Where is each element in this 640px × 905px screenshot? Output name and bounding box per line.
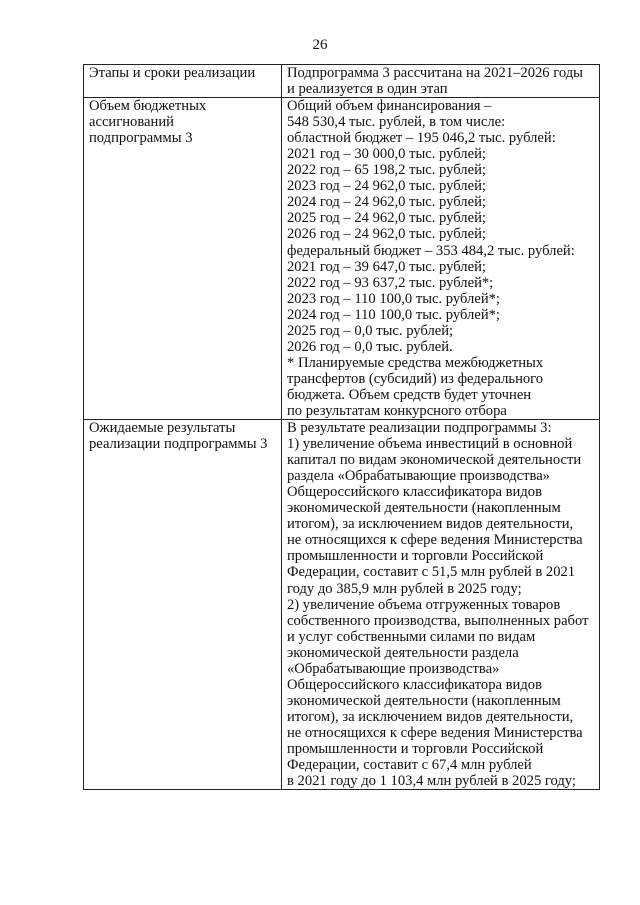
content-line: итогом), за исключением видов деятельности, (287, 708, 574, 725)
content-line: 2024 год – 24 962,0 тыс. рублей; (287, 194, 486, 211)
content-line: бюджета. Объем средств будет уточнен (287, 386, 532, 403)
content-line: 2026 год – 24 962,0 тыс. рублей; (287, 226, 486, 243)
content-line: экономической деятельности (накопленным (287, 692, 561, 709)
content-line: 2022 год – 65 198,2 тыс. рублей; (287, 162, 486, 179)
row-content-budget (282, 98, 600, 420)
content-line: не относящихся к сфере ведения Министерства (287, 724, 583, 741)
content-line: году до 385,9 млн рублей в 2025 году; (287, 580, 522, 597)
label-line: подпрограммы 3 (89, 130, 193, 147)
label-line: Ожидаемые результаты (89, 420, 236, 437)
table-row-stages (84, 65, 600, 98)
content-line: в 2021 году до 1 103,4 млн рублей в 2025 году; (287, 773, 576, 790)
content-line: капитал по видам экономической деятельности (287, 452, 582, 469)
content-line: 2026 год – 0,0 тыс. рублей. (287, 338, 453, 355)
content-line: Федерации, составит с 67,4 млн рублей (287, 757, 532, 774)
content-line: промышленности и торговли Российской (287, 548, 544, 565)
content-line: 2022 год – 93 637,2 тыс. рублей*; (287, 274, 494, 291)
label-line: реализации подпрограммы 3 (89, 436, 268, 453)
content-line: и услуг собственными силами по видам (287, 628, 536, 645)
content-line: 1) увеличение объема инвестиций в основной (287, 436, 573, 453)
label-line: Этапы и сроки реализации (89, 65, 256, 81)
content-line: 2023 год – 24 962,0 тыс. рублей; (287, 178, 486, 195)
passport-table (83, 64, 600, 790)
content-line: промышленности и торговли Российской (287, 740, 544, 757)
content-line: федеральный бюджет – 353 484,2 тыс. рублей: (287, 242, 575, 259)
content-line: не относящихся к сфере ведения Министерства (287, 532, 583, 549)
content-line: 2021 год – 30 000,0 тыс. рублей; (287, 146, 486, 163)
row-content-stages (282, 65, 600, 98)
content-line: по результатам конкурсного отбора (287, 402, 507, 419)
content-line: трансфертов (субсидий) из федерального (287, 370, 544, 387)
content-line: 2) увеличение объема отгруженных товаров (287, 596, 561, 613)
content-line: * Планируемые средства межбюджетных (287, 354, 544, 371)
content-line: и реализуется в один этап (287, 81, 448, 98)
content-line: 2025 год – 24 962,0 тыс. рублей; (287, 210, 486, 227)
content-line: областной бюджет – 195 046,2 тыс. рублей: (287, 130, 556, 147)
table-row-budget (84, 98, 600, 420)
table-row-results (84, 420, 600, 790)
label-line: Объем бюджетных (89, 98, 207, 115)
content-line: 548 530,4 тыс. рублей, в том числе: (287, 114, 506, 131)
content-line: экономической деятельности (накопленным (287, 500, 561, 517)
content-line: 2025 год – 0,0 тыс. рублей; (287, 322, 454, 339)
content-line: Подпрограмма 3 рассчитана на 2021–2026 годы (287, 65, 583, 81)
content-line: В результате реализации подпрограммы 3: (287, 420, 552, 437)
content-line: собственного производства, выполненных работ (287, 612, 589, 629)
content-line: Федерации, составит с 51,5 млн рублей в 2021 (287, 564, 576, 581)
row-content-results (282, 420, 600, 790)
page-number: 26 (312, 37, 328, 53)
content-line: Общий объем финансирования – (287, 98, 492, 115)
content-line: 2021 год – 39 647,0 тыс. рублей; (287, 258, 486, 275)
content-line: «Обрабатывающие производства» (287, 660, 500, 677)
content-line: экономической деятельности раздела (287, 644, 519, 661)
row-label-results (84, 420, 282, 790)
content-line: 2024 год – 110 100,0 тыс. рублей*; (287, 306, 500, 323)
content-line: Общероссийского классификатора видов (287, 676, 542, 693)
label-line: ассигнований (89, 114, 174, 131)
row-label-stages (84, 65, 282, 98)
content-line: 2023 год – 110 100,0 тыс. рублей*; (287, 290, 500, 307)
content-line: итогом), за исключением видов деятельности, (287, 516, 574, 533)
content-line: Общероссийского классификатора видов (287, 484, 542, 501)
content-line: раздела «Обрабатывающие производства» (287, 468, 550, 485)
row-label-budget (84, 98, 282, 420)
